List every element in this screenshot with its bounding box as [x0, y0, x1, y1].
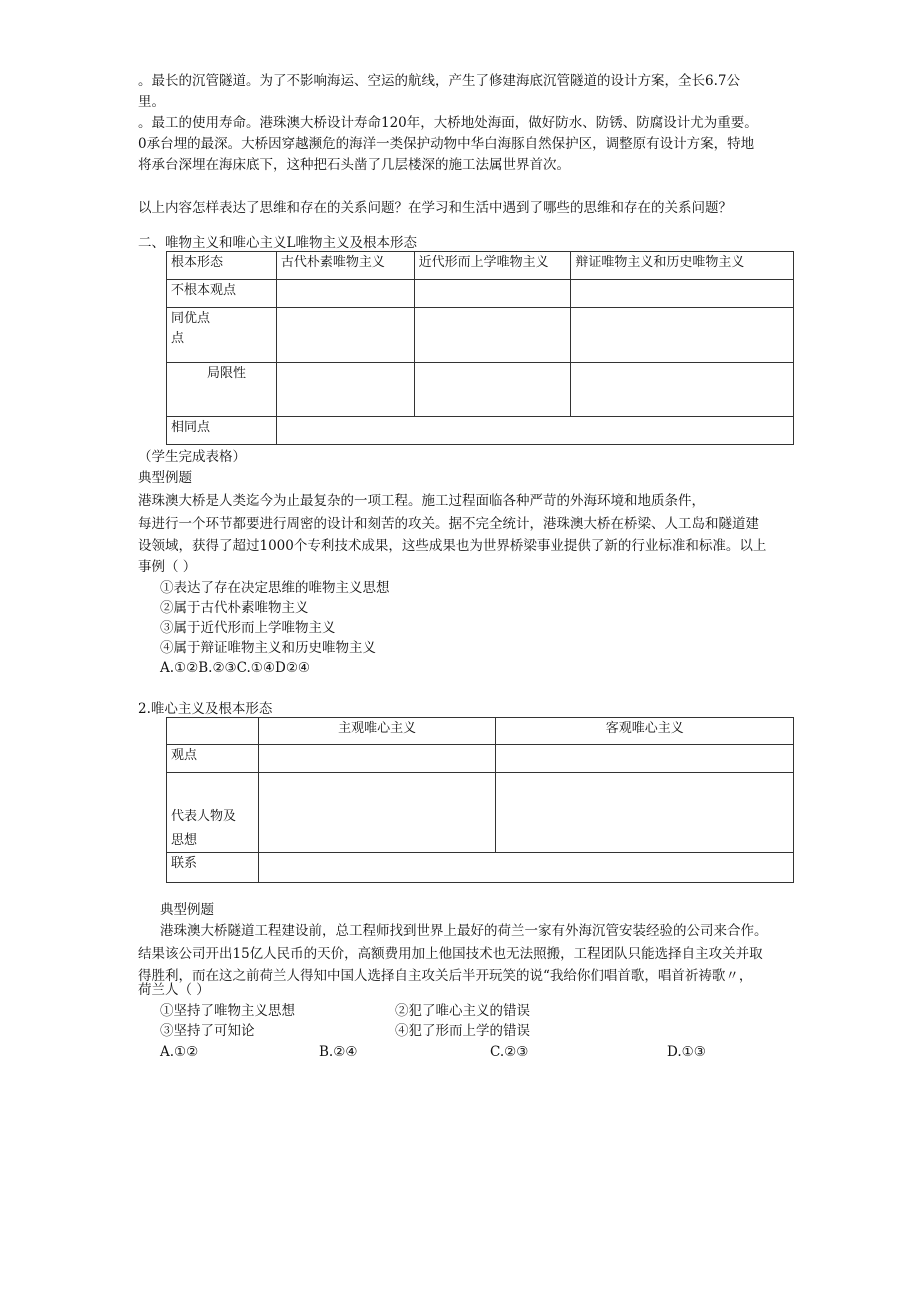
answer-choices: A.①②B.②③C.①④D②④ — [160, 660, 311, 676]
table-cell — [496, 745, 794, 773]
example-title: 典型例题 — [160, 902, 214, 918]
table-row — [167, 280, 794, 308]
table-cell — [414, 363, 571, 417]
example-line: 设领域，获得了超过1000个专利技术成果，这些成果也为世界桥梁事业提供了新的行业标准和标准。以上 — [138, 538, 767, 554]
table-header-cell: 根本形态 — [167, 252, 277, 280]
table-cell — [258, 853, 793, 883]
idealism-table — [166, 717, 794, 883]
table-cell — [571, 308, 794, 363]
table-cell — [258, 745, 496, 773]
table-row — [167, 773, 794, 853]
example-line: 事例（ ） — [138, 559, 197, 575]
example-title: 典型例题 — [138, 470, 192, 486]
example-line: 得胜利，而在这之前荷兰人得知中国人选择自主攻关后半开玩笑的说“我给你们唱首歌，唱首祈祷歌〃， — [138, 968, 753, 984]
intro-line-4: 0承台埋的最深。大桥因穿越濒危的海洋一类保护动物中华白海豚自然保护区，调整原有设计方案，特地 — [138, 136, 755, 152]
option-1: ①坚持了唯物主义思想 — [160, 1003, 295, 1019]
student-note: （学生完成表格） — [138, 449, 246, 465]
table-header-cell: 近代形而上学唯物主义 — [414, 252, 571, 280]
table-row — [167, 745, 794, 773]
row-label — [167, 308, 277, 363]
row-label-line: 点 — [171, 331, 185, 346]
option-4: ④属于辩证唯物主义和历史唯物主义 — [160, 640, 376, 656]
intro-line-2: 里。 — [138, 94, 165, 110]
example-line: 每进行一个环节都要进行周密的设计和刻苦的攻关。据不完全统计，港珠澳大桥在桥梁、人工岛和隧道建 — [138, 516, 759, 532]
table-cell — [414, 308, 571, 363]
row-label-line: 思想 — [171, 833, 198, 848]
table-header-row — [167, 718, 794, 745]
answer-c: C.②③ — [490, 1044, 529, 1060]
table-row — [167, 853, 794, 883]
option-2: ②属于古代朴素唯物主义 — [160, 600, 309, 616]
example-line: 港珠澳大桥隧道工程建设前，总工程师找到世界上最好的荷兰一家有外海沉管安装经验的公司来合作。 — [160, 923, 768, 939]
table-cell — [414, 280, 571, 308]
table-header-cell: 客观唯心主义 — [496, 718, 794, 745]
table-cell — [276, 363, 414, 417]
row-label-line: 同优点 — [171, 311, 211, 326]
materialism-table — [166, 251, 794, 445]
option-4: ④犯了形而上学的错误 — [395, 1023, 530, 1039]
table-row — [167, 308, 794, 363]
answer-b: B.②④ — [319, 1044, 358, 1060]
answer-d: D.①③ — [667, 1044, 706, 1060]
row-label — [167, 773, 259, 853]
table-header-cell — [167, 718, 259, 745]
table-row — [167, 363, 794, 417]
table-header-cell: 古代朴素唯物主义 — [276, 252, 414, 280]
option-1: ①表达了存在决定思维的唯物主义思想 — [160, 580, 390, 596]
row-label: 局限性 — [167, 363, 277, 417]
table-row — [167, 417, 794, 445]
section-title-idealism: 2.唯心主义及根本形态 — [138, 701, 273, 717]
option-3: ③属于近代形而上学唯物主义 — [160, 620, 336, 636]
section-title-materialism: 二、唯物主义和唯心主义L唯物主义及根本形态 — [138, 235, 417, 251]
row-label-line: 代表人物及 — [171, 809, 237, 824]
example-line: 结果该公司开出15亿人民币的天价，高额费用加上他国技术也无法照搬，工程团队只能选择自主攻关并取 — [138, 946, 763, 962]
example-line: 港珠澳大桥是人类迄今为止最复杂的一项工程。施工过程面临各种严苛的外海环境和地质条件， — [138, 493, 705, 509]
table-cell — [571, 363, 794, 417]
option-2: ②犯了唯心主义的错误 — [395, 1003, 530, 1019]
option-3: ③坚持了可知论 — [160, 1023, 255, 1039]
row-label: 观点 — [167, 745, 259, 773]
table-header-cell: 辩证唯物主义和历史唯物主义 — [571, 252, 794, 280]
table-cell — [276, 280, 414, 308]
question-text: 以上内容怎样表达了思维和存在的关系问题？在学习和生活中遇到了哪些的思维和存在的关系问题？ — [138, 200, 732, 216]
answer-a: A.①② — [160, 1044, 199, 1060]
table-cell — [496, 773, 794, 853]
table-header-row — [167, 252, 794, 280]
row-label: 相同点 — [167, 417, 277, 445]
intro-line-5: 将承台深埋在海床底下，这种把石头凿了几层楼深的施工法属世界首次。 — [138, 157, 570, 173]
row-label: 联系 — [167, 853, 259, 883]
intro-line-3: 。最工的使用寿命。港珠澳大桥设计寿命120年，大桥地处海面，做好防水、防锈、防腐设计尤为重要。 — [138, 115, 758, 131]
table-cell — [276, 308, 414, 363]
table-cell — [258, 773, 496, 853]
table-cell — [276, 417, 793, 445]
intro-line-1: 。最长的沉管隧道。为了不影响海运、空运的航线，产生了修建海底沉管隧道的设计方案，全长6.7公 — [138, 73, 740, 89]
example-line: 荷兰人（ ） — [138, 982, 210, 998]
table-cell — [571, 280, 794, 308]
table-header-cell: 主观唯心主义 — [258, 718, 496, 745]
row-label: 不根本观点 — [167, 280, 277, 308]
